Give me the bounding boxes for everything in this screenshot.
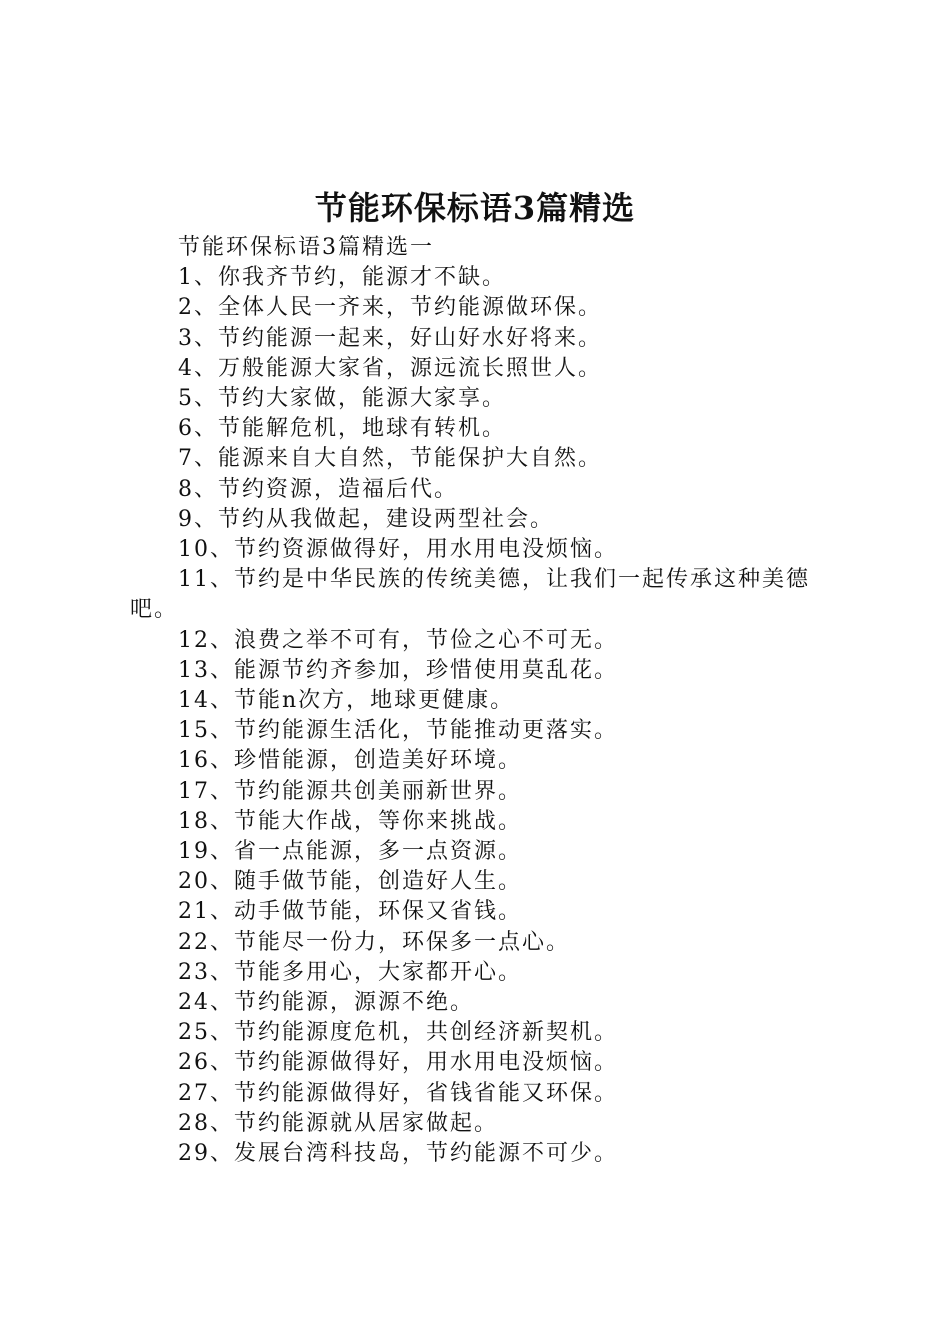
slogan-item: 15、节约能源生活化，节能推动更落实。 xyxy=(178,718,618,744)
slogan-item: 1、你我齐节约，能源才不缺。 xyxy=(178,265,506,291)
slogan-item: 6、节能解危机，地球有转机。 xyxy=(178,416,506,442)
slogan-item: 2、全体人民一齐来，节约能源做环保。 xyxy=(178,295,602,321)
slogan-item: 27、节约能源做得好，省钱省能又环保。 xyxy=(178,1080,618,1106)
slogan-item: 12、浪费之举不可有，节俭之心不可无。 xyxy=(178,627,618,653)
slogan-item: 17、节约能源共创美丽新世界。 xyxy=(178,778,522,804)
slogan-item: 9、节约从我做起，建设两型社会。 xyxy=(178,506,554,532)
slogan-item: 26、节约能源做得好，用水用电没烦恼。 xyxy=(178,1050,618,1076)
slogan-item: 13、能源节约齐参加，珍惜使用莫乱花。 xyxy=(178,657,618,683)
slogan-item: 14、节能n次方，地球更健康。 xyxy=(178,688,515,714)
slogan-item: 25、节约能源度危机，共创经济新契机。 xyxy=(178,1020,618,1046)
slogan-item: 7、能源来自大自然，节能保护大自然。 xyxy=(178,446,602,472)
slogan-list xyxy=(130,263,835,1169)
slogan-item: 20、随手做节能，创造好人生。 xyxy=(178,869,522,895)
slogan-item: 19、省一点能源，多一点资源。 xyxy=(178,839,522,865)
slogan-item: 16、珍惜能源，创造美好环境。 xyxy=(178,748,522,774)
slogan-item: 24、节约能源，源源不绝。 xyxy=(178,990,474,1016)
slogan-item: 5、节约大家做，能源大家享。 xyxy=(178,386,506,412)
document-body xyxy=(130,233,835,1169)
slogan-item: 11、节约是中华民族的传统美德，让我们一起传承这种美德吧。 xyxy=(130,567,810,623)
slogan-item: 10、节约资源做得好，用水用电没烦恼。 xyxy=(178,537,618,563)
slogan-item: 21、动手做节能，环保又省钱。 xyxy=(178,899,522,925)
slogan-item: 28、节约能源就从居家做起。 xyxy=(178,1110,498,1136)
slogan-item: 3、节约能源一起来，好山好水好将来。 xyxy=(178,325,602,351)
section-heading: 节能环保标语3篇精选一 xyxy=(178,235,434,260)
slogan-item: 29、发展台湾科技岛，节约能源不可少。 xyxy=(178,1141,618,1167)
slogan-item: 18、节能大作战，等你来挑战。 xyxy=(178,808,522,834)
slogan-item: 4、万般能源大家省，源远流长照世人。 xyxy=(178,355,602,381)
document-title: 节能环保标语3篇精选 xyxy=(314,189,636,227)
slogan-item: 23、节能多用心，大家都开心。 xyxy=(178,959,522,985)
slogan-item: 22、节能尽一份力，环保多一点心。 xyxy=(178,929,570,955)
slogan-item: 8、节约资源，造福后代。 xyxy=(178,476,458,502)
